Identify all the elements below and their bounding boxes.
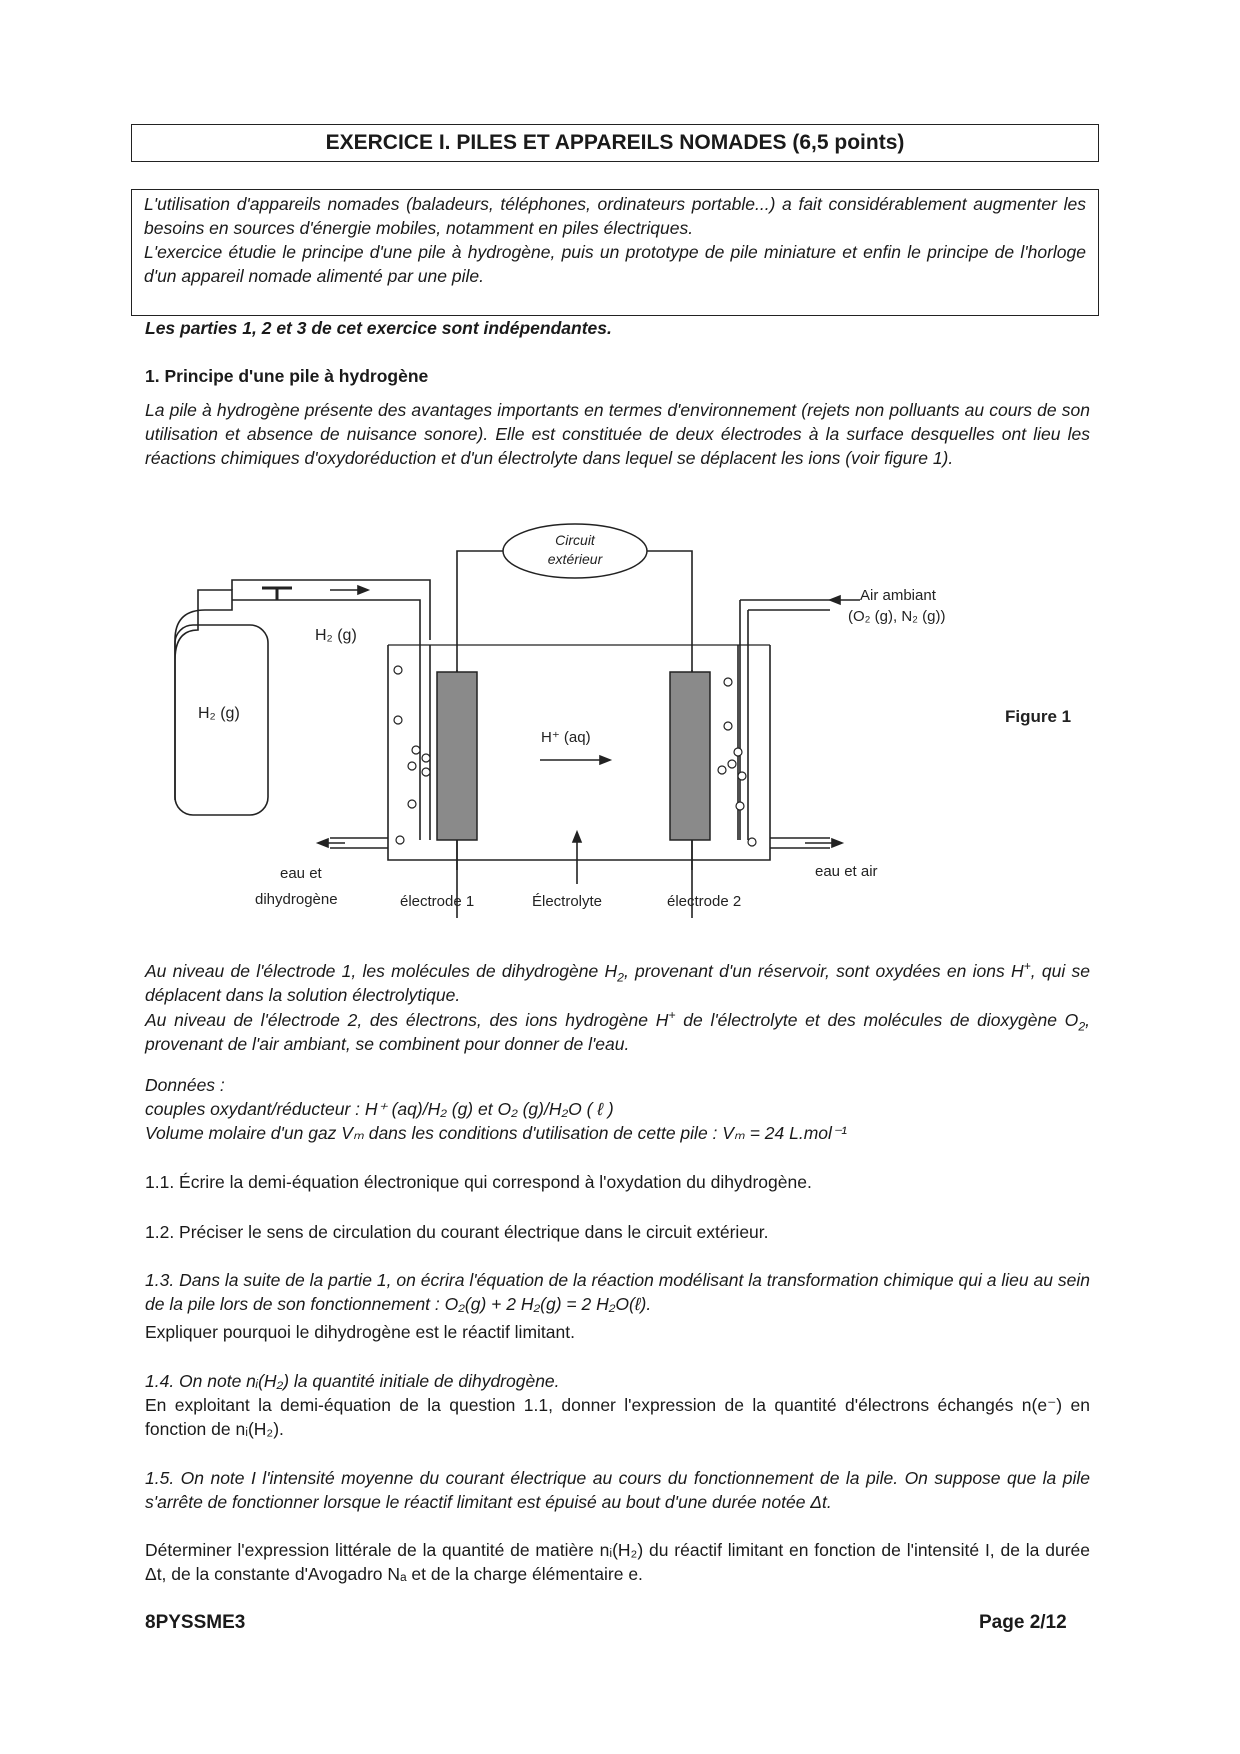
electrode-2-text-c: , provenant de l'air ambiant, se combinent pour donner de l'eau. [145, 1010, 1091, 1054]
circuit-label-line1: Circuit [555, 532, 595, 548]
electrode-1-text-b: , provenant d'un réservoir, sont oxydées en ions H [623, 961, 1024, 981]
h2-tank-label: H₂ (g) [198, 705, 240, 722]
question-1-5-task: Déterminer l'expression littérale de la quantité de matière nᵢ(H₂) du réactif limitant en fonction de l'intensité I, de la durée Δt, de la constante d'Avogadro Nₐ et de la charge élémentaire e. [145, 1540, 1090, 1584]
left-outlet-label-line2: dihydrogène [255, 891, 338, 908]
electrode-2-description: Au niveau de l'électrode 2, des électrons, des ions hydrogène H+ de l'électrolyte et des molécules de dioxygène $O_2$, provenant de l'air ambiant, se combinent pour donner de l'eau. [145, 1008, 1091, 1054]
section-1-heading: 1. Principe d'une pile à hydrogène [145, 366, 429, 386]
question-1-2: 1.2. Préciser le sens de circulation du courant électrique dans le circuit extérieur. [145, 1222, 769, 1242]
question-1-3-task: Expliquer pourquoi le dihydrogène est le réactif limitant. [145, 1322, 575, 1342]
left-outlet-label-line1: eau et [280, 865, 322, 882]
electrode-1 [437, 672, 477, 840]
air-composition-label: (O₂ (g), N₂ (g)) [848, 608, 946, 625]
electrode-2-label: électrode 2 [667, 893, 742, 910]
independent-parts-note: Les parties 1, 2 et 3 de cet exercice sont indépendantes. [145, 318, 612, 338]
question-1-1: 1.1. Écrire la demi-équation électronique qui correspond à l'oxydation du dihydrogène. [145, 1172, 812, 1192]
fuel-cell-diagram [0, 520, 1240, 920]
footer-page: Page 2/12 [979, 1612, 1067, 1633]
electrode-1-label: électrode 1 [400, 893, 475, 910]
electrode-2 [670, 672, 710, 840]
molar-volume: Volume molaire d'un gaz Vₘ dans les conditions d'utilisation de cette pile : Vₘ = 24 L.mol⁻¹ [145, 1123, 847, 1143]
circuit-label-line2: extérieur [547, 551, 603, 567]
intro-paragraph-2: L'exercice étudie le principe d'une pile à hydrogène, puis un prototype de pile miniature et enfin le principe de l'horloge d'un appareil nomade alimenté par une pile. [144, 242, 1086, 286]
figure-caption: Figure 1 [1005, 707, 1072, 726]
intro-paragraph-1: L'utilisation d'appareils nomades (baladeurs, téléphones, ordinateurs portable...) a fait considérablement augmenter les besoins en sources d'énergie mobiles, notamment en piles électriques. [144, 194, 1086, 238]
ion-label: H⁺ (aq) [541, 729, 591, 746]
exercise-title: EXERCICE I. PILES ET APPAREILS NOMADES (6,5 points) [131, 124, 1099, 162]
question-1-4-intro: 1.4. On note nᵢ(H₂) la quantité initiale de dihydrogène. [145, 1371, 560, 1391]
electrolyte-label: Électrolyte [532, 893, 603, 910]
electrode-1-text-a: Au niveau de l'électrode 1, les molécules de dihydrogène H [145, 961, 618, 981]
electrode-1-text-c: , qui se déplacent dans la solution électrolytique. [145, 961, 1090, 1005]
h2-inlet-label: H₂ (g) [315, 627, 357, 644]
electrode-1-description: Au niveau de l'électrode 1, les molécules de dihydrogène $H_2$, provenant d'un réservoir, sont oxydées en ions H+, qui se déplacent dans la solution électrolytique. [145, 959, 1090, 1005]
section-1-intro: La pile à hydrogène présente des avantages importants en termes d'environnement (rejets non polluants au cours de son utilisation et absence de nuisance sonore). Elle est constituée de deux électrodes à la surface desquelles ont lieu les réactions chimiques d'oxydoréduction et d'un électrolyte dans lequel se déplacent les ions (voir figure 1). [145, 400, 1090, 468]
question-1-4-task: En exploitant la demi-équation de la question 1.1, donner l'expression de la quantité d'électrons échangés n(e⁻) en fonction de nᵢ(H₂). [145, 1395, 1090, 1439]
electrode-2-text-a: Au niveau de l'électrode 2, des électrons, des ions hydrogène H [145, 1010, 669, 1030]
footer-code: 8PYSSME3 [145, 1612, 246, 1633]
electrode-2-text-b: de l'électrolyte et des molécules de dioxygène O [675, 1010, 1079, 1030]
data-label: Données : [145, 1075, 225, 1095]
right-outlet-label: eau et air [815, 863, 878, 880]
redox-couples: couples oxydant/réducteur : H⁺ (aq)/H₂ (g) et O₂ (g)/H₂O ( ℓ ) [145, 1099, 614, 1119]
air-label: Air ambiant [860, 587, 936, 604]
question-1-3-intro: 1.3. Dans la suite de la partie 1, on écrira l'équation de la réaction modélisant la transformation chimique qui a lieu au sein de la pile lors de son fonctionnement : O₂(g) + 2 H₂(g) = 2 H₂O(ℓ). [145, 1270, 1090, 1314]
intro-box [131, 189, 1099, 316]
question-1-5-intro: 1.5. On note I l'intensité moyenne du courant électrique au cours du fonctionnement de la pile. On suppose que la pile s'arrête de fonctionner lorsque le réactif limitant est épuisé au bout d'une durée notée Δt. [145, 1468, 1090, 1512]
